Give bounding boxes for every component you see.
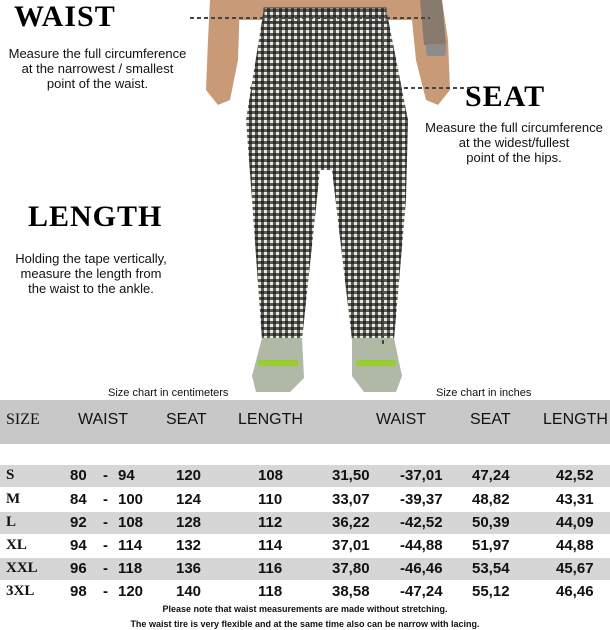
note-stretching: Please note that waist measurements are made without stretching.: [162, 604, 448, 614]
seat-title: SEAT: [465, 80, 546, 113]
waist-cm-min: 94: [70, 537, 87, 554]
length-in: 44,09: [556, 514, 594, 531]
right-shoe-accent: [356, 360, 396, 366]
header-length-in: LENGTH: [543, 411, 608, 428]
seat-in: 55,12: [472, 583, 510, 600]
size-cell: L: [6, 514, 17, 530]
length-in: 45,67: [556, 560, 594, 577]
arm-tattoo: [420, 0, 446, 45]
length-title: LENGTH: [28, 200, 163, 233]
table-row: [0, 581, 610, 603]
length-cm: 114: [258, 537, 283, 554]
waist-in-min: 38,58: [332, 583, 370, 600]
waist-in-max: -37,01: [400, 467, 443, 484]
length-desc-line: measure the length from: [20, 266, 162, 281]
waist-desc-line: at the narrowest / smallest: [21, 61, 174, 76]
seat-cm: 140: [176, 583, 202, 600]
seat-desc-line: Measure the full circumference: [425, 120, 603, 135]
waist-cm-separator: -: [103, 514, 108, 531]
waist-cm-separator: -: [103, 537, 108, 554]
size-cell: XL: [6, 537, 27, 553]
seat-cm: 124: [176, 491, 202, 508]
length-in: 42,52: [556, 467, 594, 484]
waist-cm-min: 98: [70, 583, 87, 600]
waist-in-min: 33,07: [332, 491, 370, 508]
header-seat-cm: SEAT: [166, 411, 207, 428]
model-pants-illustration: [180, 0, 470, 400]
length-cm: 118: [258, 583, 283, 600]
seat-in: 48,82: [472, 491, 510, 508]
waist-in-min: 37,80: [332, 560, 370, 577]
seat-cm: 120: [176, 467, 202, 484]
caption-cm: Size chart in centimeters: [108, 387, 229, 399]
seat-desc-line: point of the hips.: [466, 150, 562, 165]
header-seat-in: SEAT: [470, 411, 511, 428]
length-in: 46,46: [556, 583, 594, 600]
waist-cm-max: 108: [118, 514, 144, 531]
waist-in-max: -44,88: [400, 537, 443, 554]
length-cm: 110: [258, 491, 283, 508]
waist-cm-max: 120: [118, 583, 144, 600]
left-shoe-accent: [258, 360, 298, 366]
seat-cm: 128: [176, 514, 202, 531]
waist-cm-max: 100: [118, 491, 144, 508]
size-cell: S: [6, 467, 15, 483]
waist-desc-line: point of the waist.: [46, 76, 149, 91]
note-lacing: The waist tire is very flexible and at the same time also can be narrow with lacing.: [130, 619, 480, 629]
size-cell: 3XL: [6, 583, 35, 599]
length-cm: 116: [258, 560, 283, 577]
waist-in-max: -42,52: [400, 514, 443, 531]
waist-desc-line: Measure the full circumference: [8, 46, 187, 61]
left-arm: [206, 0, 240, 105]
table-row: [0, 535, 610, 557]
length-in: 44,88: [556, 537, 594, 554]
table-row: [0, 512, 610, 534]
seat-in: 53,54: [472, 560, 510, 577]
waist-description: [0, 46, 195, 91]
waist-cm-min: 80: [70, 467, 87, 484]
length-cm: 112: [258, 514, 283, 531]
waist-cm-min: 96: [70, 560, 87, 577]
waist-cm-min: 92: [70, 514, 87, 531]
waist-cm-separator: -: [103, 560, 108, 577]
waist-cm-max: 94: [118, 467, 135, 484]
waist-cm-separator: -: [103, 583, 108, 600]
seat-desc-line: at the widest/fullest: [458, 135, 570, 150]
length-desc-line: Holding the tape vertically,: [15, 251, 167, 266]
size-cell: M: [6, 491, 21, 507]
waist-cm-max: 114: [118, 537, 143, 554]
table-row: [0, 465, 610, 487]
header-waist-in: WAIST: [376, 411, 427, 428]
length-description: [0, 251, 182, 296]
waist-in-min: 31,50: [332, 467, 370, 484]
seat-cm: 136: [176, 560, 202, 577]
seat-cm: 132: [176, 537, 202, 554]
waist-in-max: -46,46: [400, 560, 443, 577]
waist-cm-separator: -: [103, 467, 108, 484]
waist-in-min: 37,01: [332, 537, 370, 554]
caption-in: Size chart in inches: [436, 387, 532, 399]
waist-cm-max: 118: [118, 560, 143, 577]
waist-in-min: 36,22: [332, 514, 370, 531]
header-waist-cm: WAIST: [78, 411, 129, 428]
waist-title: WAIST: [14, 0, 116, 33]
waist-in-max: -39,37: [400, 491, 443, 508]
length-cm: 108: [258, 467, 284, 484]
seat-in: 51,97: [472, 537, 510, 554]
header-length-cm: LENGTH: [238, 411, 303, 428]
waistband: [264, 8, 386, 22]
watch-icon: [426, 44, 446, 56]
length-desc-line: the waist to the ankle.: [28, 281, 154, 296]
size-cell: XXL: [6, 560, 38, 576]
waist-cm-separator: -: [103, 491, 108, 508]
length-in: 43,31: [556, 491, 594, 508]
header-size: SIZE: [6, 411, 40, 428]
table-row: [0, 558, 610, 580]
seat-in: 47,24: [472, 467, 510, 484]
seat-in: 50,39: [472, 514, 510, 531]
waist-in-max: -47,24: [400, 583, 443, 600]
table-row: [0, 489, 610, 511]
waist-cm-min: 84: [70, 491, 87, 508]
